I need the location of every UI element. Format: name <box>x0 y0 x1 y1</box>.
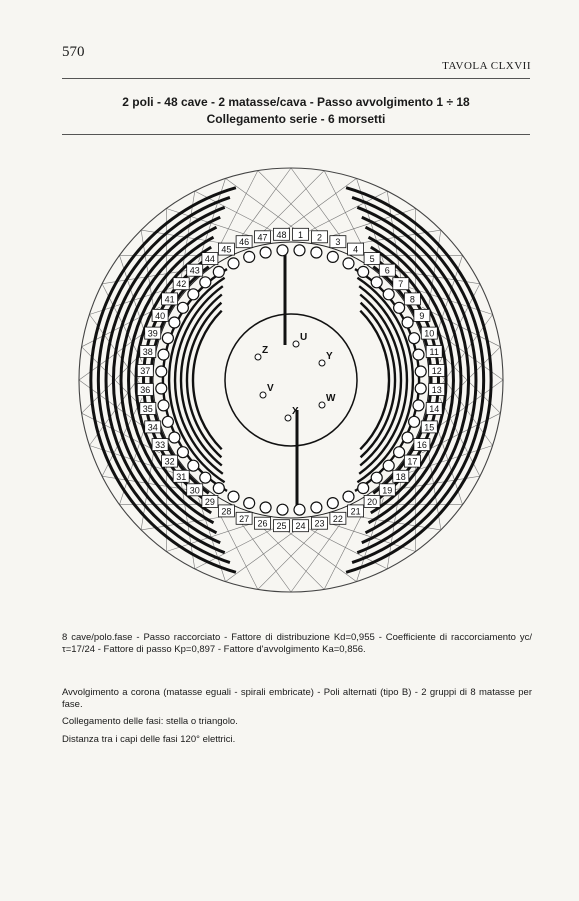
inner-coil-arc <box>360 311 389 450</box>
slot-circle <box>358 266 369 277</box>
slot-circle <box>402 432 413 443</box>
mesh-line <box>226 530 297 582</box>
slot-circle <box>409 416 420 427</box>
slot-circle <box>394 302 405 313</box>
slot-label: 28 <box>221 506 232 517</box>
slot-label: 8 <box>409 294 415 305</box>
slot-circle <box>177 447 188 458</box>
slot-circle <box>169 432 180 443</box>
slot-label: 46 <box>239 237 250 248</box>
slot-circle <box>156 366 167 377</box>
slot-circle <box>413 349 424 360</box>
slot-circle <box>327 251 338 262</box>
slot-label: 24 <box>295 521 306 532</box>
terminal-y-dot <box>319 360 325 366</box>
slot-circle <box>413 400 424 411</box>
caption-paragraph-3: Collegamento delle fasi: stella o triangolo. <box>62 716 238 727</box>
slot-circle <box>260 247 271 258</box>
slot-circle <box>156 383 167 394</box>
coil-arc <box>352 197 484 562</box>
slot-circle <box>394 447 405 458</box>
terminals <box>225 255 357 505</box>
slot-circle <box>409 333 420 344</box>
slot-label: 6 <box>384 265 390 276</box>
slot-label: 31 <box>176 471 187 482</box>
slot-circle <box>260 502 271 513</box>
slot-circle <box>294 245 305 256</box>
slot-label: 48 <box>276 229 287 240</box>
caption-paragraph-4: Distanza tra i capi delle fasi 120° elettrici. <box>62 734 236 745</box>
slot-circle <box>162 416 173 427</box>
slot-circle <box>213 483 224 494</box>
slot-circle <box>383 289 394 300</box>
slot-label: 29 <box>204 496 215 507</box>
slot-label: 41 <box>164 294 175 305</box>
slot-circle <box>371 277 382 288</box>
slot-circle <box>200 277 211 288</box>
slot-circle <box>383 460 394 471</box>
slot-circle <box>311 502 322 513</box>
slot-label: 20 <box>367 496 378 507</box>
terminal-z-label: Z <box>262 345 269 356</box>
slot-label: 37 <box>140 366 151 376</box>
slot-label: 33 <box>155 440 166 451</box>
slot-label: 27 <box>239 513 250 524</box>
slot-circle <box>327 498 338 509</box>
slot-label: 47 <box>257 232 268 243</box>
title-line-1: 2 poli - 48 cave - 2 matasse/cava - Passo avvolgimento 1 ÷ 18 <box>122 95 470 109</box>
slot-circle <box>277 245 288 256</box>
slot-circle <box>371 472 382 483</box>
slot-label: 1 <box>297 229 304 240</box>
terminal-v-label: V <box>267 383 274 394</box>
slot-label: 44 <box>204 254 215 265</box>
slot-circle <box>277 504 288 515</box>
slot-label: 10 <box>424 328 435 339</box>
terminal-x-dot <box>285 415 291 421</box>
slot-label: 9 <box>419 310 425 321</box>
slot-label: 15 <box>424 422 435 433</box>
slot-circle <box>177 302 188 313</box>
slot-label: 5 <box>369 254 375 265</box>
slot-label: 42 <box>176 279 187 290</box>
slot-label: 30 <box>189 485 200 496</box>
slot-label: 14 <box>429 404 440 414</box>
slot-circle <box>200 472 211 483</box>
mesh-line <box>258 527 320 589</box>
slot-label: 12 <box>431 366 442 376</box>
slot-label: 13 <box>431 385 442 395</box>
slot-label: 11 <box>429 347 439 357</box>
slot-label: 23 <box>314 518 325 529</box>
page-number: 570 <box>62 44 85 60</box>
slot-label: 25 <box>276 521 287 532</box>
slot-label: 43 <box>189 265 200 276</box>
mesh-line <box>226 178 297 230</box>
caption-paragraph-1: 8 cave/polo.fase - Passo raccorciato - Fattore di distribuzione Kd=0,955 - Coefficiente di raccorciamento yc/τ=17/24 - Fattore di passo Kp=0,897 - Fattore d'avvolgimento Ka=0,856. <box>62 632 532 655</box>
terminal-u-label: U <box>300 332 308 343</box>
terminal-u-dot <box>293 341 299 347</box>
slot-circle <box>294 504 305 515</box>
mesh-line <box>262 527 324 589</box>
mesh-line <box>286 530 357 582</box>
slot-circle <box>162 333 173 344</box>
slot-circle <box>244 251 255 262</box>
terminal-y-label: Y <box>326 351 333 362</box>
slot-label: 26 <box>257 518 268 529</box>
slot-label: 35 <box>142 404 153 414</box>
terminal-x-label: X <box>292 406 299 417</box>
slot-label: 36 <box>140 385 151 395</box>
slot-label: 3 <box>335 237 341 248</box>
slot-circle <box>415 366 426 377</box>
slot-circle <box>415 383 426 394</box>
slot-circle <box>169 317 180 328</box>
running-head: TAVOLA CLXVII <box>442 60 531 72</box>
title-line-2: Collegamento serie - 6 morsetti <box>206 112 386 126</box>
slot-circle <box>402 317 413 328</box>
slot-circle <box>228 258 239 269</box>
slot-circle <box>343 491 354 502</box>
slot-circle <box>244 498 255 509</box>
slot-label: 39 <box>147 328 158 339</box>
terminal-z-dot <box>255 354 261 360</box>
slot-label: 16 <box>416 440 427 451</box>
slot-circle <box>358 483 369 494</box>
coil-arc <box>98 197 230 562</box>
slot-circle <box>158 349 169 360</box>
slot-label: 40 <box>155 310 166 321</box>
slot-label: 34 <box>147 422 158 433</box>
mesh-line <box>258 171 320 233</box>
slot-label: 17 <box>407 456 418 467</box>
rotor-bore <box>225 314 357 446</box>
terminal-w-label: W <box>326 393 336 404</box>
slot-label: 4 <box>353 244 359 255</box>
slot-circle <box>213 266 224 277</box>
slot-circle <box>228 491 239 502</box>
terminal-v-dot <box>260 392 266 398</box>
slot-label: 38 <box>142 347 153 357</box>
terminal-w-dot <box>319 402 325 408</box>
slot-circle <box>158 400 169 411</box>
slot-circle <box>188 289 199 300</box>
slot-label: 22 <box>332 513 343 524</box>
slot-label: 19 <box>382 485 393 496</box>
caption-paragraph-2: Avvolgimento a corona (matasse eguali - spirali embricate) - Poli alternati (tipo B) - 2 gruppi di 8 matasse per fase. <box>62 687 532 710</box>
slot-label: 32 <box>164 456 175 467</box>
slot-label: 21 <box>350 506 361 517</box>
slot-label: 2 <box>316 232 323 243</box>
slot-label: 7 <box>398 279 404 290</box>
slot-circle <box>188 460 199 471</box>
slot-label: 18 <box>395 471 406 482</box>
mesh-line <box>262 171 324 233</box>
slot-label: 45 <box>221 244 232 255</box>
slot-circle <box>343 258 354 269</box>
slot-circle <box>311 247 322 258</box>
mesh-line <box>286 178 357 230</box>
inner-coil-arc <box>193 311 222 450</box>
